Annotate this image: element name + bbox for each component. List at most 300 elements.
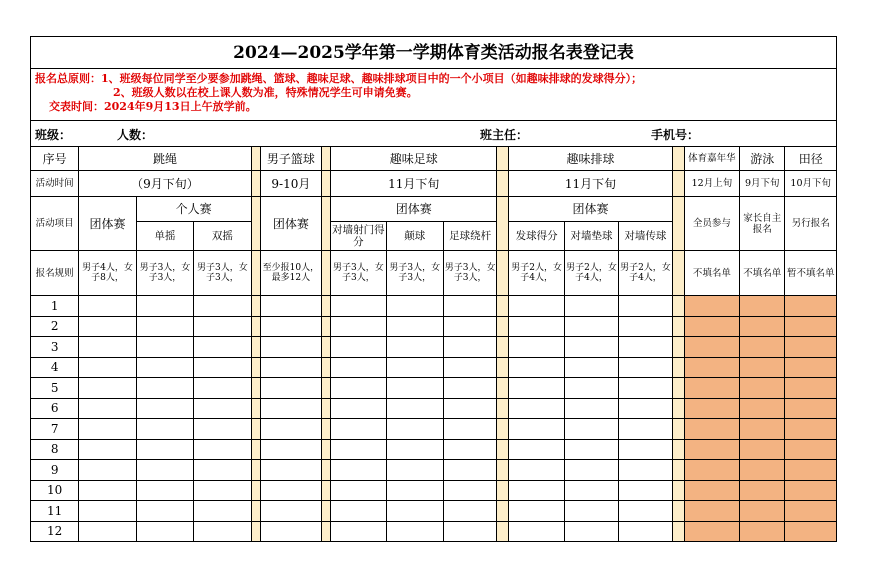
phone-label: 手机号： <box>651 128 700 142</box>
entry-cell[interactable] <box>194 521 251 542</box>
project-label: 活动项目 <box>31 197 79 251</box>
column-separator <box>497 357 509 378</box>
row-number: 11 <box>31 501 79 522</box>
swim-project: 家长自主报名 <box>740 197 785 251</box>
entry-cell[interactable] <box>79 419 136 440</box>
entry-cell[interactable] <box>194 439 251 460</box>
vb-serve-cell: 发球得分 <box>509 222 564 251</box>
no-entry-cell <box>684 378 739 399</box>
column-separator <box>251 480 260 501</box>
swim-header: 游泳 <box>740 147 785 171</box>
entry-cell[interactable] <box>386 419 443 440</box>
no-entry-cell <box>740 460 785 481</box>
no-entry-cell <box>740 316 785 337</box>
column-separator <box>497 171 509 197</box>
class-label: 班级： <box>35 128 72 142</box>
no-entry-cell <box>684 316 739 337</box>
column-separator <box>322 337 331 358</box>
column-separator <box>497 398 509 419</box>
entry-cell[interactable] <box>509 419 564 440</box>
no-entry-cell <box>785 480 837 501</box>
column-separator <box>251 460 260 481</box>
column-separator <box>497 439 509 460</box>
no-entry-cell <box>740 501 785 522</box>
entry-cell[interactable] <box>386 480 443 501</box>
column-separator <box>322 501 331 522</box>
row-number: 7 <box>31 419 79 440</box>
entry-cell[interactable] <box>564 398 618 419</box>
entry-cell[interactable] <box>619 378 672 399</box>
entry-cell[interactable] <box>260 460 321 481</box>
column-separator <box>251 521 260 542</box>
entry-cell[interactable] <box>509 378 564 399</box>
column-separator <box>672 460 684 481</box>
entry-cell[interactable] <box>79 480 136 501</box>
entry-cell[interactable] <box>386 296 443 317</box>
entry-cell[interactable] <box>331 439 386 460</box>
column-separator <box>322 480 331 501</box>
entry-cell[interactable] <box>79 501 136 522</box>
entry-cell[interactable] <box>443 378 496 399</box>
column-separator <box>497 197 509 251</box>
entry-cell[interactable] <box>443 480 496 501</box>
entry-cell[interactable] <box>509 460 564 481</box>
entry-cell[interactable] <box>260 378 321 399</box>
entry-cell[interactable] <box>136 419 193 440</box>
entry-cell[interactable] <box>619 419 672 440</box>
entry-cell[interactable] <box>331 378 386 399</box>
column-separator <box>322 378 331 399</box>
basketball-header: 男子篮球 <box>260 147 321 171</box>
registration-table <box>30 146 837 542</box>
seq-header: 序号 <box>31 147 79 171</box>
table-row <box>31 480 837 501</box>
entry-cell[interactable] <box>443 337 496 358</box>
carnival-rule: 不填名单 <box>684 251 739 296</box>
header-row-events <box>31 147 837 171</box>
entry-cell[interactable] <box>79 378 136 399</box>
basketball-time: 9-10月 <box>260 171 321 197</box>
registration-rules <box>30 69 837 121</box>
no-entry-cell <box>740 398 785 419</box>
entry-cell[interactable] <box>564 337 618 358</box>
entry-cell[interactable] <box>619 521 672 542</box>
entry-cell[interactable] <box>331 357 386 378</box>
column-separator <box>251 316 260 337</box>
entry-cell[interactable] <box>194 357 251 378</box>
entry-cell[interactable] <box>509 337 564 358</box>
soccer-juggle-cell: 颠球 <box>386 222 443 251</box>
no-entry-cell <box>785 460 837 481</box>
column-separator <box>251 197 260 251</box>
entry-cell[interactable] <box>260 398 321 419</box>
entry-cell[interactable] <box>619 501 672 522</box>
entry-cell[interactable] <box>443 521 496 542</box>
soccer-shoot-cell: 对墙射门得分 <box>331 222 386 251</box>
entry-cell[interactable] <box>260 357 321 378</box>
entry-cell[interactable] <box>136 378 193 399</box>
table-row <box>31 501 837 522</box>
entry-cell[interactable] <box>386 316 443 337</box>
entry-cell[interactable] <box>194 296 251 317</box>
jump-team-rule: 男子4人，女子8人， <box>79 251 136 296</box>
rules-label: 报名规则 <box>31 251 79 296</box>
entry-cell[interactable] <box>386 501 443 522</box>
column-separator <box>251 357 260 378</box>
no-entry-cell <box>785 439 837 460</box>
no-entry-cell <box>785 296 837 317</box>
column-separator <box>322 357 331 378</box>
column-separator <box>322 316 331 337</box>
entry-cell[interactable] <box>509 521 564 542</box>
column-separator <box>672 147 684 171</box>
carnival-project: 全员参与 <box>684 197 739 251</box>
entry-cell[interactable] <box>260 501 321 522</box>
time-row <box>31 171 837 197</box>
column-separator <box>322 460 331 481</box>
column-separator <box>672 197 684 251</box>
entry-cell[interactable] <box>194 316 251 337</box>
column-separator <box>672 316 684 337</box>
no-entry-cell <box>785 337 837 358</box>
entry-cell[interactable] <box>194 378 251 399</box>
entry-cell[interactable] <box>136 460 193 481</box>
table-row <box>31 378 837 399</box>
entry-cell[interactable] <box>194 480 251 501</box>
column-separator <box>322 197 331 251</box>
entry-cell[interactable] <box>619 337 672 358</box>
entry-cell[interactable] <box>194 501 251 522</box>
no-entry-cell <box>684 419 739 440</box>
column-separator <box>672 251 684 296</box>
entry-cell[interactable] <box>619 460 672 481</box>
vb-pass-rule: 男子2人，女子4人， <box>619 251 672 296</box>
table-row <box>31 316 837 337</box>
rules-row <box>31 251 837 296</box>
column-separator <box>497 251 509 296</box>
column-separator <box>672 501 684 522</box>
entry-cell[interactable] <box>136 439 193 460</box>
table-row <box>31 296 837 317</box>
no-entry-cell <box>785 521 837 542</box>
double-swing-rule: 男子3人，女子3人， <box>194 251 251 296</box>
entry-cell[interactable] <box>509 439 564 460</box>
row-number: 10 <box>31 480 79 501</box>
table-row <box>31 460 837 481</box>
volleyball-header: 趣味排球 <box>509 147 672 171</box>
row-number: 4 <box>31 357 79 378</box>
entry-cell[interactable] <box>509 398 564 419</box>
no-entry-cell <box>684 480 739 501</box>
entry-cell[interactable] <box>194 398 251 419</box>
time-label: 活动时间 <box>31 171 79 197</box>
jump-rope-header: 跳绳 <box>79 147 251 171</box>
entry-cell[interactable] <box>136 296 193 317</box>
entry-cell[interactable] <box>136 337 193 358</box>
soccer-team-cell: 团体赛 <box>331 197 497 222</box>
entry-cell[interactable] <box>509 357 564 378</box>
no-entry-cell <box>740 296 785 317</box>
no-entry-cell <box>740 378 785 399</box>
entry-cell[interactable] <box>564 419 618 440</box>
no-entry-cell <box>684 439 739 460</box>
column-separator <box>497 147 509 171</box>
column-separator <box>251 501 260 522</box>
track-rule: 暂不填名单 <box>785 251 837 296</box>
column-separator <box>497 480 509 501</box>
row-number: 8 <box>31 439 79 460</box>
no-entry-cell <box>785 419 837 440</box>
track-time: 10月下旬 <box>785 171 837 197</box>
entry-cell[interactable] <box>619 296 672 317</box>
soccer-dribble-cell: 足球绕杆 <box>443 222 496 251</box>
entry-cell[interactable] <box>331 296 386 317</box>
no-entry-cell <box>740 419 785 440</box>
column-separator <box>497 501 509 522</box>
entry-cell[interactable] <box>443 460 496 481</box>
entry-cell[interactable] <box>331 521 386 542</box>
entry-cell[interactable] <box>331 398 386 419</box>
row-number: 3 <box>31 337 79 358</box>
entry-cell[interactable] <box>260 439 321 460</box>
no-entry-cell <box>740 337 785 358</box>
column-separator <box>672 337 684 358</box>
entry-cell[interactable] <box>619 398 672 419</box>
no-entry-cell <box>785 398 837 419</box>
entry-cell[interactable] <box>619 316 672 337</box>
jump-individual-cell: 个人赛 <box>136 197 251 222</box>
basketball-rule: 至少报10人，最多12人 <box>260 251 321 296</box>
count-label: 人数： <box>117 128 154 142</box>
no-entry-cell <box>740 357 785 378</box>
entry-cell[interactable] <box>79 296 136 317</box>
vb-serve-rule: 男子2人，女子4人， <box>509 251 564 296</box>
entry-cell[interactable] <box>564 521 618 542</box>
entry-cell[interactable] <box>260 316 321 337</box>
no-entry-cell <box>785 357 837 378</box>
soccer-juggle-rule: 男子3人，女子3人， <box>386 251 443 296</box>
entry-cell[interactable] <box>79 521 136 542</box>
no-entry-cell <box>684 357 739 378</box>
column-separator <box>251 337 260 358</box>
rule-line-1: 报名总原则：1、班级每位同学至少要参加跳绳、篮球、趣味足球、趣味排球项目中的一个小项目（如趣味排球的发球得分）； <box>35 72 643 85</box>
column-separator <box>322 419 331 440</box>
column-separator <box>497 521 509 542</box>
column-separator <box>251 296 260 317</box>
entry-cell[interactable] <box>564 480 618 501</box>
no-entry-cell <box>740 521 785 542</box>
sheet-title: 2024—2025学年第一学期体育类活动报名表登记表 <box>30 36 837 69</box>
entry-cell[interactable] <box>443 419 496 440</box>
class-info-row <box>30 121 837 146</box>
swim-time: 9月下旬 <box>740 171 785 197</box>
entry-cell[interactable] <box>509 316 564 337</box>
column-separator <box>322 171 331 197</box>
column-separator <box>251 439 260 460</box>
no-entry-cell <box>785 378 837 399</box>
column-separator <box>672 357 684 378</box>
column-separator <box>322 398 331 419</box>
no-entry-cell <box>740 439 785 460</box>
entry-cell[interactable] <box>509 296 564 317</box>
volleyball-team-cell: 团体赛 <box>509 197 672 222</box>
rule-line-2: 2、班级人数以在校上课人数为准，特殊情况学生可申请免赛。 <box>113 86 418 99</box>
soccer-time: 11月下旬 <box>331 171 497 197</box>
entry-cell[interactable] <box>260 296 321 317</box>
entry-cell[interactable] <box>443 357 496 378</box>
carnival-header: 体育嘉年华 <box>684 147 739 171</box>
no-entry-cell <box>684 296 739 317</box>
table-row <box>31 357 837 378</box>
column-separator <box>497 337 509 358</box>
entry-cell[interactable] <box>564 378 618 399</box>
entry-cell[interactable] <box>136 480 193 501</box>
entry-cell[interactable] <box>386 357 443 378</box>
entry-cell[interactable] <box>386 398 443 419</box>
table-row <box>31 419 837 440</box>
column-separator <box>497 296 509 317</box>
column-separator <box>251 171 260 197</box>
row-number: 2 <box>31 316 79 337</box>
entry-cell[interactable] <box>79 439 136 460</box>
registration-sheet <box>30 36 837 540</box>
volleyball-time: 11月下旬 <box>509 171 672 197</box>
row-number: 1 <box>31 296 79 317</box>
submit-deadline: 交表时间：2024年9月13日上午放学前。 <box>49 100 257 113</box>
entry-cell[interactable] <box>331 419 386 440</box>
vb-dig-rule: 男子2人，女子4人， <box>564 251 618 296</box>
entry-cell[interactable] <box>564 316 618 337</box>
column-separator <box>672 521 684 542</box>
entry-cell[interactable] <box>443 501 496 522</box>
entry-cell[interactable] <box>260 419 321 440</box>
row-number: 6 <box>31 398 79 419</box>
entry-cell[interactable] <box>331 316 386 337</box>
no-entry-cell <box>684 460 739 481</box>
entry-cell[interactable] <box>331 337 386 358</box>
column-separator <box>672 439 684 460</box>
entry-cell[interactable] <box>194 337 251 358</box>
column-separator <box>322 521 331 542</box>
double-swing-cell: 双摇 <box>194 222 251 251</box>
entry-cell[interactable] <box>79 357 136 378</box>
entry-cell[interactable] <box>331 480 386 501</box>
entry-cell[interactable] <box>443 296 496 317</box>
entry-cell[interactable] <box>136 521 193 542</box>
column-separator <box>322 147 331 171</box>
entry-cell[interactable] <box>386 439 443 460</box>
entry-cell[interactable] <box>136 501 193 522</box>
entry-cell[interactable] <box>564 296 618 317</box>
entry-cell[interactable] <box>79 316 136 337</box>
entry-cell[interactable] <box>564 460 618 481</box>
vb-pass-cell: 对墙传球 <box>619 222 672 251</box>
column-separator <box>672 419 684 440</box>
no-entry-cell <box>684 521 739 542</box>
entry-cell[interactable] <box>260 521 321 542</box>
no-entry-cell <box>785 316 837 337</box>
entry-cell[interactable] <box>386 460 443 481</box>
no-entry-cell <box>684 337 739 358</box>
row-number: 9 <box>31 460 79 481</box>
jump-team-cell: 团体赛 <box>79 197 136 251</box>
teacher-label: 班主任： <box>480 128 529 142</box>
basketball-team-cell: 团体赛 <box>260 197 321 251</box>
column-separator <box>497 378 509 399</box>
column-separator <box>672 480 684 501</box>
entry-cell[interactable] <box>509 480 564 501</box>
column-separator <box>322 439 331 460</box>
entry-cell[interactable] <box>136 398 193 419</box>
project-row-top <box>31 197 837 222</box>
column-separator <box>672 378 684 399</box>
no-entry-cell <box>684 398 739 419</box>
no-entry-cell <box>785 501 837 522</box>
column-separator <box>672 398 684 419</box>
entry-cell[interactable] <box>136 357 193 378</box>
column-separator <box>251 147 260 171</box>
table-row <box>31 398 837 419</box>
track-header: 田径 <box>785 147 837 171</box>
vb-dig-cell: 对墙垫球 <box>564 222 618 251</box>
entry-cell[interactable] <box>79 337 136 358</box>
entry-cell[interactable] <box>619 439 672 460</box>
entry-cell[interactable] <box>331 460 386 481</box>
row-number: 5 <box>31 378 79 399</box>
single-swing-cell: 单摇 <box>136 222 193 251</box>
soccer-shoot-rule: 男子3人，女子3人， <box>331 251 386 296</box>
entry-cell[interactable] <box>194 419 251 440</box>
entry-cell[interactable] <box>564 439 618 460</box>
soccer-dribble-rule: 男子3人，女子3人， <box>443 251 496 296</box>
column-separator <box>251 251 260 296</box>
entry-cell[interactable] <box>564 501 618 522</box>
entry-cell[interactable] <box>443 316 496 337</box>
column-separator <box>251 419 260 440</box>
jump-time: （9月下旬） <box>79 171 251 197</box>
column-separator <box>497 460 509 481</box>
single-swing-rule: 男子3人，女子3人， <box>136 251 193 296</box>
entry-cell[interactable] <box>443 398 496 419</box>
entry-cell[interactable] <box>619 357 672 378</box>
entry-cell[interactable] <box>386 521 443 542</box>
column-separator <box>251 378 260 399</box>
column-separator <box>672 296 684 317</box>
column-separator <box>322 296 331 317</box>
entry-rows <box>31 296 837 542</box>
column-separator <box>251 398 260 419</box>
column-separator <box>497 316 509 337</box>
entry-cell[interactable] <box>386 337 443 358</box>
entry-cell[interactable] <box>260 337 321 358</box>
entry-cell[interactable] <box>194 460 251 481</box>
soccer-header: 趣味足球 <box>331 147 497 171</box>
row-number: 12 <box>31 521 79 542</box>
entry-cell[interactable] <box>79 460 136 481</box>
carnival-time: 12月上旬 <box>684 171 739 197</box>
entry-cell[interactable] <box>619 480 672 501</box>
entry-cell[interactable] <box>260 480 321 501</box>
entry-cell[interactable] <box>386 378 443 399</box>
entry-cell[interactable] <box>564 357 618 378</box>
entry-cell[interactable] <box>443 439 496 460</box>
entry-cell[interactable] <box>331 501 386 522</box>
entry-cell[interactable] <box>136 316 193 337</box>
entry-cell[interactable] <box>509 501 564 522</box>
track-project: 另行报名 <box>785 197 837 251</box>
swim-rule: 不填名单 <box>740 251 785 296</box>
entry-cell[interactable] <box>79 398 136 419</box>
